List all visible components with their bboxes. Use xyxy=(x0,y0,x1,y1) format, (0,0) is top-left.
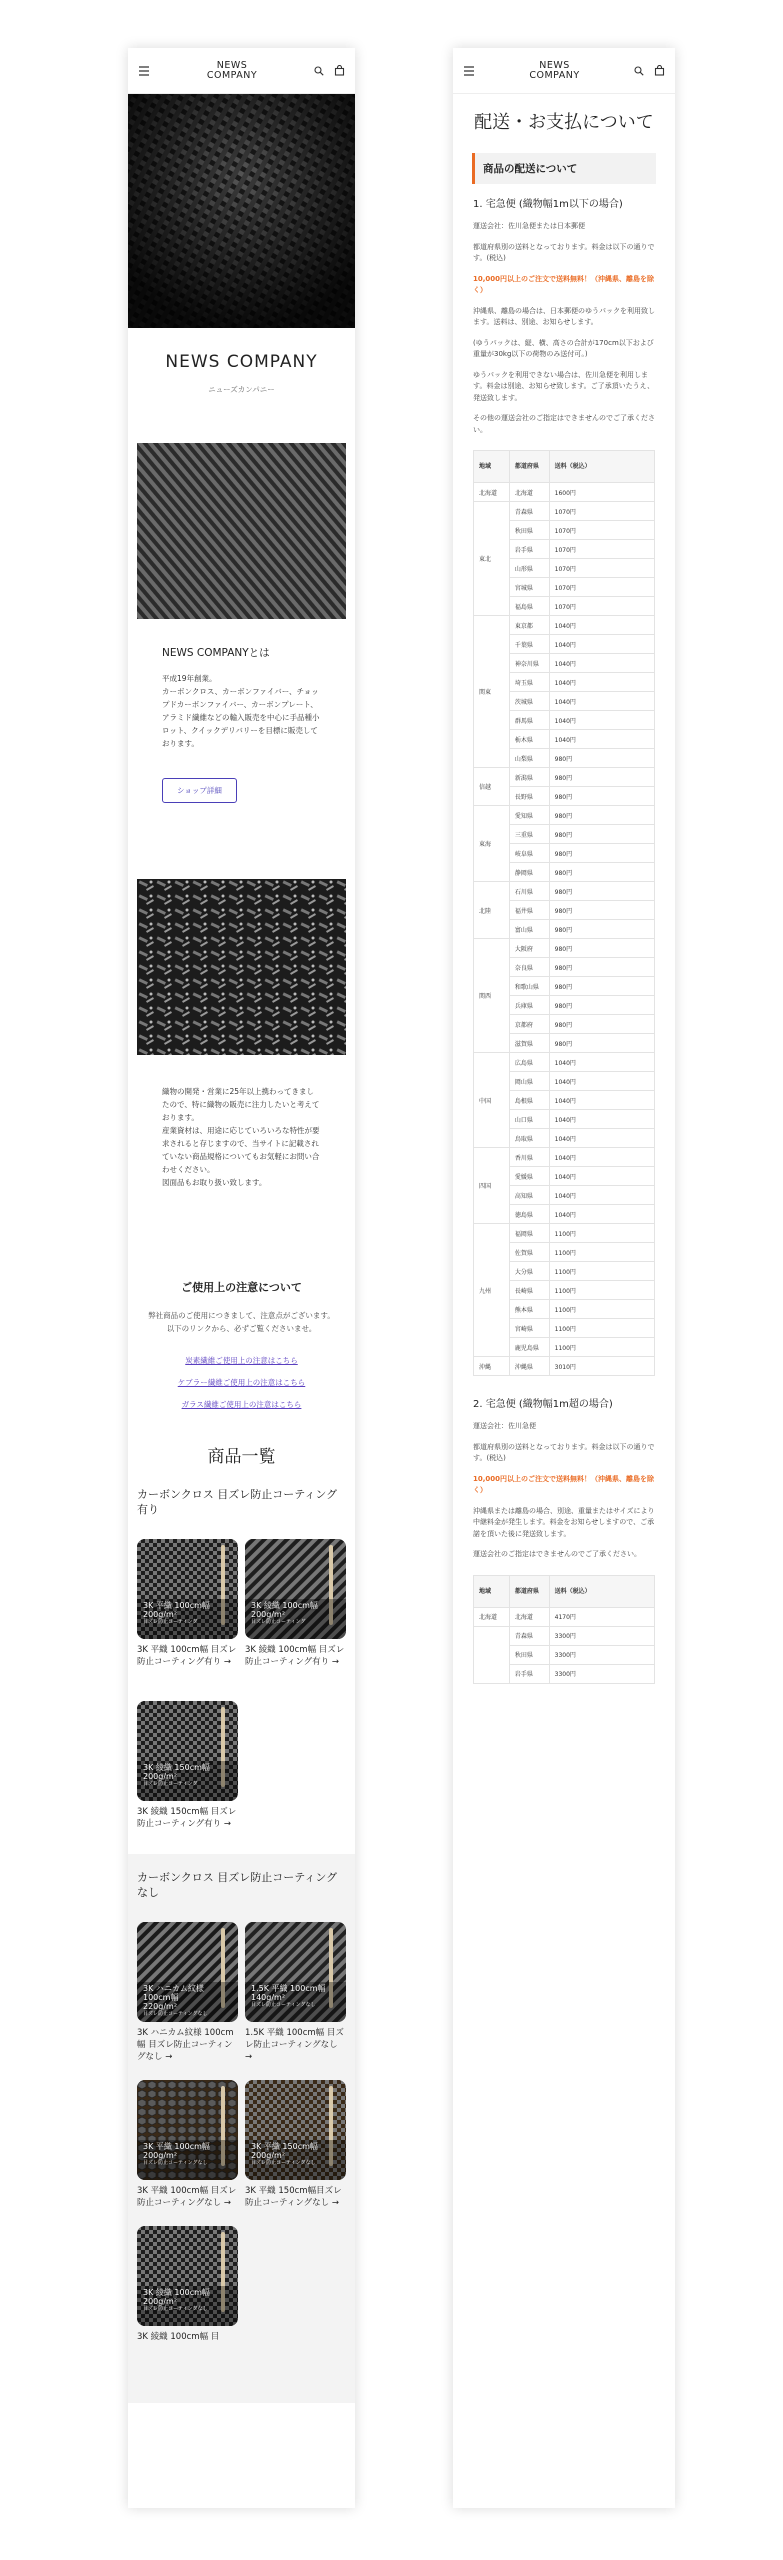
fee-cell: 1040円 xyxy=(549,730,654,749)
table-row xyxy=(474,1357,655,1376)
product-image[interactable] xyxy=(137,2080,238,2180)
right-page xyxy=(453,48,675,2508)
product-name-link[interactable]: 3K 平織 100cm幅 目ズレ防止コーティングなし → xyxy=(137,2186,237,2208)
fee-cell: 1040円 xyxy=(549,673,654,692)
fee-cell: 980円 xyxy=(549,825,654,844)
products-heading: 商品一覧 xyxy=(207,1447,276,1467)
product-name-link[interactable]: 3K 綾織 100cm幅 目ズレ防止コーティング有り → xyxy=(245,1645,345,1667)
rate-intro: 都道府県別の送料となっております。料金は以下の通りです。(税込) xyxy=(473,242,655,262)
product-image-caption-note: 目ズレ防止コーティング xyxy=(143,1619,198,1625)
prefecture-cell: 静岡県 xyxy=(509,863,549,882)
product-card[interactable] xyxy=(137,1539,238,1668)
shop-details-button[interactable]: ショップ詳細 xyxy=(162,778,237,803)
fee-cell: 1070円 xyxy=(549,521,654,540)
table-row xyxy=(474,1148,655,1167)
cart-icon[interactable] xyxy=(334,65,345,76)
product-name-link[interactable]: 3K 綾織 100cm幅 目 xyxy=(137,2332,220,2342)
fee-cell: 1600円 xyxy=(549,483,654,502)
carbon-notice-link[interactable]: 炭素繊維ご使用上の注意はこちら xyxy=(185,1356,298,1365)
shipping-table-standard xyxy=(473,450,655,1376)
product-image-caption-text: 3K 平織 100cm幅 200g/m² xyxy=(143,1601,210,1619)
product-image-caption-text: 3K 綾織 150cm幅 200g/m² xyxy=(143,1763,210,1781)
carrier-text: 運送会社：佐川急便または日本郵便 xyxy=(473,222,585,230)
fee-cell: 980円 xyxy=(549,1034,654,1053)
product-card[interactable] xyxy=(137,1922,238,2063)
logo-line-2: COMPANY xyxy=(206,69,258,81)
fee-cell: 3300円 xyxy=(549,1664,654,1683)
product-image-caption xyxy=(143,1763,234,1787)
table-row xyxy=(474,768,655,787)
fee-cell: 1100円 xyxy=(549,1262,654,1281)
product-image[interactable] xyxy=(137,1701,238,1801)
product-image-caption xyxy=(251,1601,342,1625)
prefecture-cell: 大阪府 xyxy=(509,939,549,958)
prefecture-cell: 神奈川県 xyxy=(509,654,549,673)
sagawa-note: ゆうパックを利用できない場合は、佐川急便を利用します。料金は別途、お知らせ致します。ご了承頂いたうえ、発送致します。 xyxy=(473,370,655,402)
menu-icon[interactable] xyxy=(138,66,150,76)
product-card[interactable] xyxy=(245,1539,346,1668)
region-cell: 中国 xyxy=(474,1053,510,1148)
prefecture-cell: 福島県 xyxy=(509,597,549,616)
prefecture-cell: 富山県 xyxy=(509,920,549,939)
fee-cell: 4170円 xyxy=(549,1607,654,1626)
yupack-size-note: (ゆうパックは、縦、横、高さの合計が170cm以下および重量が30kg以下の荷物のみ送付可。) xyxy=(473,338,654,358)
prefecture-cell: 北海道 xyxy=(509,483,549,502)
prefecture-cell: 奈良県 xyxy=(509,958,549,977)
prefecture-cell: 高知県 xyxy=(509,1186,549,1205)
fee-cell: 980円 xyxy=(549,958,654,977)
logo-line-1: NEWS xyxy=(216,59,248,71)
site-header xyxy=(128,48,355,94)
subheading-standard: 1. 宅急便 (織物幅1m以下の場合) xyxy=(473,199,623,210)
product-grid-uncoated xyxy=(137,1922,346,2343)
fee-cell: 1100円 xyxy=(549,1319,654,1338)
product-grid-coated xyxy=(137,1539,346,1830)
prefecture-cell: 東京都 xyxy=(509,616,549,635)
fee-cell: 1040円 xyxy=(549,1053,654,1072)
uncoated-section xyxy=(128,1854,355,2403)
product-image-caption-note: 目ズレ防止コーティング xyxy=(143,1781,198,1787)
region-cell: 関東 xyxy=(474,616,510,768)
product-image-caption-text: 3K 平織 150cm幅 200g/m² xyxy=(251,2142,318,2160)
prefecture-cell: 石川県 xyxy=(509,882,549,901)
table-header-row xyxy=(474,1575,655,1607)
column-header: 送料（税込） xyxy=(549,451,654,483)
shipping-table-wide xyxy=(473,1575,655,1684)
prefecture-cell: 群馬県 xyxy=(509,711,549,730)
region-cell: 東北 xyxy=(474,502,510,616)
hero-carbon-image xyxy=(128,94,355,328)
site-header xyxy=(453,48,675,94)
fee-cell: 1040円 xyxy=(549,692,654,711)
fee-cell: 1040円 xyxy=(549,1072,654,1091)
prefecture-cell: 滋賀県 xyxy=(509,1034,549,1053)
region-cell: 北海道 xyxy=(474,483,510,502)
category-title-uncoated: カーボンクロス 目ズレ防止コーティングなし xyxy=(137,1871,338,1899)
prefecture-cell: 兵庫県 xyxy=(509,996,549,1015)
about-title: NEWS COMPANYとは xyxy=(162,647,270,659)
prefecture-cell: 沖縄県 xyxy=(509,1357,549,1376)
table-row xyxy=(474,1224,655,1243)
logo-line-2: COMPANY xyxy=(529,69,580,81)
product-image[interactable] xyxy=(245,1922,346,2022)
fee-cell: 980円 xyxy=(549,787,654,806)
fee-cell: 980円 xyxy=(549,1015,654,1034)
product-image-caption-text: 3K 綾織 100cm幅 200g/m² xyxy=(143,2288,210,2306)
prefecture-cell: 茨城県 xyxy=(509,692,549,711)
fee-cell: 1100円 xyxy=(549,1281,654,1300)
table-row xyxy=(474,1626,655,1645)
prefecture-cell: 山口県 xyxy=(509,1110,549,1129)
column-header: 都道府県 xyxy=(509,451,549,483)
product-image-caption-text: 3K 綾織 100cm幅 200g/m² xyxy=(251,1601,318,1619)
region-cell: 四国 xyxy=(474,1148,510,1224)
product-name-link[interactable]: 3K ハニカム紋様 100cm幅 目ズレ防止コーティングなし → xyxy=(137,2028,234,2062)
prefecture-cell: 京都府 xyxy=(509,1015,549,1034)
okinawa-note-2: 沖縄県または離島の場合、別途、重量またはサイズにより中継料金が発生します。料金をお知らせしますので、ご承諾を頂いた後に発送致します。 xyxy=(473,1506,655,1538)
table-row xyxy=(474,483,655,502)
prefecture-cell: 福岡県 xyxy=(509,1224,549,1243)
search-icon[interactable] xyxy=(634,66,644,76)
prefecture-cell: 香川県 xyxy=(509,1148,549,1167)
fee-cell: 980円 xyxy=(549,882,654,901)
carrier-choice-note: その他の運送会社のご指定はできませんのでご了承ください。 xyxy=(473,414,655,434)
fee-cell: 3300円 xyxy=(549,1626,654,1645)
table-row xyxy=(474,882,655,901)
fee-cell: 1040円 xyxy=(549,1167,654,1186)
product-image-caption-text: 1.5K 平織 100cm幅 140g/m² xyxy=(251,1984,326,2002)
fee-cell: 980円 xyxy=(549,901,654,920)
prefecture-cell: 岩手県 xyxy=(509,540,549,559)
product-image-caption-text: 3K 平織 100cm幅 200g/m² xyxy=(143,2142,210,2160)
column-header: 地域 xyxy=(474,1575,510,1607)
fee-cell: 1040円 xyxy=(549,711,654,730)
region-cell: 関西 xyxy=(474,939,510,1053)
table-row xyxy=(474,502,655,521)
fee-cell: 980円 xyxy=(549,920,654,939)
prefecture-cell: 愛知県 xyxy=(509,806,549,825)
prefecture-cell: 鳥取県 xyxy=(509,1129,549,1148)
product-image-caption xyxy=(143,1984,234,2017)
prefecture-cell: 愛媛県 xyxy=(509,1167,549,1186)
fee-cell: 1040円 xyxy=(549,1186,654,1205)
table-row xyxy=(474,616,655,635)
free-shipping-notice: 10,000円以上のご注文で送料無料！（沖縄県、離島を除く） xyxy=(473,274,655,294)
fee-cell: 1070円 xyxy=(549,540,654,559)
prefecture-cell: 岐阜県 xyxy=(509,844,549,863)
prefecture-cell: 埼玉県 xyxy=(509,673,549,692)
brand-subtitle: ニューズカンパニー xyxy=(208,385,275,394)
region-cell: 東海 xyxy=(474,806,510,882)
table-row xyxy=(474,1607,655,1626)
region-cell: 沖縄 xyxy=(474,1357,510,1376)
table-row xyxy=(474,939,655,958)
fee-cell: 980円 xyxy=(549,806,654,825)
fee-cell: 1040円 xyxy=(549,1091,654,1110)
fee-cell: 1040円 xyxy=(549,616,654,635)
product-name-link[interactable]: 3K 綾織 150cm幅 目ズレ防止コーティング有り → xyxy=(137,1807,237,1829)
product-image-caption-note: 目ズレ防止コーティング xyxy=(251,1619,306,1625)
prefecture-cell: 福井県 xyxy=(509,901,549,920)
prefecture-cell: 青森県 xyxy=(509,1626,549,1645)
product-card[interactable] xyxy=(137,2226,238,2343)
region-cell xyxy=(474,1626,510,1683)
fee-cell: 1100円 xyxy=(549,1243,654,1262)
column-header: 地域 xyxy=(474,451,510,483)
fee-cell: 1040円 xyxy=(549,635,654,654)
fee-cell: 1100円 xyxy=(549,1338,654,1357)
column-header: 都道府県 xyxy=(509,1575,549,1607)
prefecture-cell: 佐賀県 xyxy=(509,1243,549,1262)
product-image-caption-text: 3K ハニカム紋様 100cm幅 220g/m² xyxy=(143,1984,204,2011)
fee-cell: 1070円 xyxy=(549,578,654,597)
fee-cell: 1040円 xyxy=(549,1148,654,1167)
product-image-caption xyxy=(143,2142,234,2166)
prefecture-cell: 徳島県 xyxy=(509,1205,549,1224)
site-logo[interactable] xyxy=(207,61,257,81)
column-header: 送料（税込） xyxy=(549,1575,654,1607)
product-image-caption xyxy=(251,1984,342,2008)
product-card[interactable] xyxy=(137,1701,238,1830)
product-image-caption-note: 目ズレ防止コーティングなし xyxy=(143,2160,208,2166)
left-page xyxy=(128,48,355,2508)
fee-cell: 1040円 xyxy=(549,1110,654,1129)
subheading-wide: 2. 宅急便 (織物幅1m超の場合) xyxy=(473,1399,613,1410)
notice-title: ご使用上の注意について xyxy=(181,1281,302,1294)
region-cell: 信越 xyxy=(474,768,510,806)
fee-cell: 980円 xyxy=(549,863,654,882)
fee-cell: 980円 xyxy=(549,939,654,958)
okinawa-note: 沖縄県、離島の場合は、日本郵便のゆうパックを利用致します。送料は、別途、お知らせします。 xyxy=(473,306,655,326)
product-image[interactable] xyxy=(137,1539,238,1639)
section-heading: 商品の配送について xyxy=(472,153,656,184)
product-image-caption xyxy=(143,1601,234,1625)
fee-cell: 1070円 xyxy=(549,559,654,578)
product-image-caption xyxy=(143,2288,234,2312)
prefecture-cell: 栃木県 xyxy=(509,730,549,749)
kevlar-notice-link[interactable]: ケブラー繊維ご使用上の注意はこちら xyxy=(177,1378,306,1387)
prefecture-cell: 長崎県 xyxy=(509,1281,549,1300)
notice-text: 弊社商品のご使用につきまして、注意点がございます。 以下のリンクから、必ずご覧くださいませ。 xyxy=(148,1311,335,1333)
fee-cell: 1070円 xyxy=(549,597,654,616)
region-cell: 九州 xyxy=(474,1224,510,1357)
prefecture-cell: 宮城県 xyxy=(509,578,549,597)
table-row xyxy=(474,1053,655,1072)
product-name-link[interactable]: 1.5K 平織 100cm幅 目ズレ防止コーティングなし → xyxy=(245,2028,344,2062)
prefecture-cell: 三重県 xyxy=(509,825,549,844)
prefecture-cell: 千葉県 xyxy=(509,635,549,654)
free-shipping-notice-2: 10,000円以上のご注文で送料無料！（沖縄県、離島を除く） xyxy=(473,1474,655,1494)
rate-intro-2: 都道府県別の送料となっております。料金は以下の通りです。(税込) xyxy=(473,1442,655,1462)
product-name-link[interactable]: 3K 平織 100cm幅 目ズレ防止コーティング有り → xyxy=(137,1645,237,1667)
table-header-row xyxy=(474,451,655,483)
prefecture-cell: 新潟県 xyxy=(509,768,549,787)
prefecture-cell: 岩手県 xyxy=(509,1664,549,1683)
prefecture-cell: 秋田県 xyxy=(509,521,549,540)
product-image[interactable] xyxy=(245,1539,346,1639)
search-icon[interactable] xyxy=(314,66,324,76)
cart-icon[interactable] xyxy=(654,65,665,76)
carbon-cloth-image xyxy=(137,443,346,619)
about-text: 平成19年創業。 カーボンクロス、カーボンファイバー、チョップドカーボンファイバー、カーボンプレート、アラミド繊維などの輸入販売を中心に手品種小ロット、クイックデリバリーを目標に販売しております。 xyxy=(162,674,320,748)
prefecture-cell: 青森県 xyxy=(509,502,549,521)
carrier-text-2: 運送会社：佐川急便 xyxy=(473,1422,536,1430)
story-text: 織物の開発・営業に25年以上携わってきましたので、特に織物の販売に注力したいと考えております。 産業資材は、用途に応じていろいろな特性が要求されると存じますので、当サイトに記載されていない商品規格についてもお気軽にお問い合わせください。 図面品もお取り扱い致します。 xyxy=(162,1087,320,1187)
product-card[interactable] xyxy=(137,2080,238,2209)
prefecture-cell: 山形県 xyxy=(509,559,549,578)
prefecture-cell: 広島県 xyxy=(509,1053,549,1072)
prefecture-cell: 宮崎県 xyxy=(509,1319,549,1338)
product-image[interactable] xyxy=(245,2080,346,2180)
fee-cell: 980円 xyxy=(549,977,654,996)
product-name-link[interactable]: 3K 平織 150cm幅目ズレ防止コーティングなし → xyxy=(245,2186,342,2208)
fee-cell: 980円 xyxy=(549,768,654,787)
region-cell: 北陸 xyxy=(474,882,510,939)
category-title-coated: カーボンクロス 目ズレ防止コーティング有り xyxy=(137,1488,338,1516)
product-image[interactable] xyxy=(137,1922,238,2022)
product-image-caption xyxy=(251,2142,342,2166)
site-logo[interactable] xyxy=(529,61,579,81)
fee-cell: 1040円 xyxy=(549,1205,654,1224)
prefecture-cell: 和歌山県 xyxy=(509,977,549,996)
prefecture-cell: 長野県 xyxy=(509,787,549,806)
menu-icon[interactable] xyxy=(463,66,475,76)
prefecture-cell: 島根県 xyxy=(509,1091,549,1110)
product-image-caption-note: 目ズレ防止コーティングなし xyxy=(143,2011,208,2017)
fee-cell: 1100円 xyxy=(549,1300,654,1319)
carrier-choice-note-2: 運送会社のご指定はできませんのでご了承ください。 xyxy=(473,1550,641,1558)
prefecture-cell: 熊本県 xyxy=(509,1300,549,1319)
product-image[interactable] xyxy=(137,2226,238,2326)
fee-cell: 980円 xyxy=(549,749,654,768)
product-image-caption-note: 目ズレ防止コーティングなし xyxy=(143,2306,208,2312)
region-cell: 北海道 xyxy=(474,1607,510,1626)
fee-cell: 1070円 xyxy=(549,502,654,521)
fee-cell: 980円 xyxy=(549,996,654,1015)
prefecture-cell: 鹿児島県 xyxy=(509,1338,549,1357)
fee-cell: 980円 xyxy=(549,844,654,863)
product-image-caption-note: 目ズレ防止コーティングなし xyxy=(251,2002,316,2008)
prefecture-cell: 秋田県 xyxy=(509,1645,549,1664)
fee-cell: 1040円 xyxy=(549,654,654,673)
glass-notice-link[interactable]: ガラス繊維ご使用上の注意はこちら xyxy=(181,1400,302,1409)
fee-cell: 1040円 xyxy=(549,1129,654,1148)
fee-cell: 3010円 xyxy=(549,1357,654,1376)
prefecture-cell: 北海道 xyxy=(509,1607,549,1626)
prefecture-cell: 岡山県 xyxy=(509,1072,549,1091)
product-card[interactable] xyxy=(245,1922,346,2063)
logo-line-1: NEWS xyxy=(539,59,570,71)
product-card[interactable] xyxy=(245,2080,346,2209)
fee-cell: 1100円 xyxy=(549,1224,654,1243)
fee-cell: 3300円 xyxy=(549,1645,654,1664)
chopped-carbon-image xyxy=(137,879,346,1055)
brand-title: NEWS COMPANY xyxy=(165,352,318,372)
product-image-caption-note: 目ズレ防止コーティングなし xyxy=(251,2160,316,2166)
page-title: 配送・お支払について xyxy=(474,112,654,133)
prefecture-cell: 大分県 xyxy=(509,1262,549,1281)
table-row xyxy=(474,806,655,825)
prefecture-cell: 山梨県 xyxy=(509,749,549,768)
